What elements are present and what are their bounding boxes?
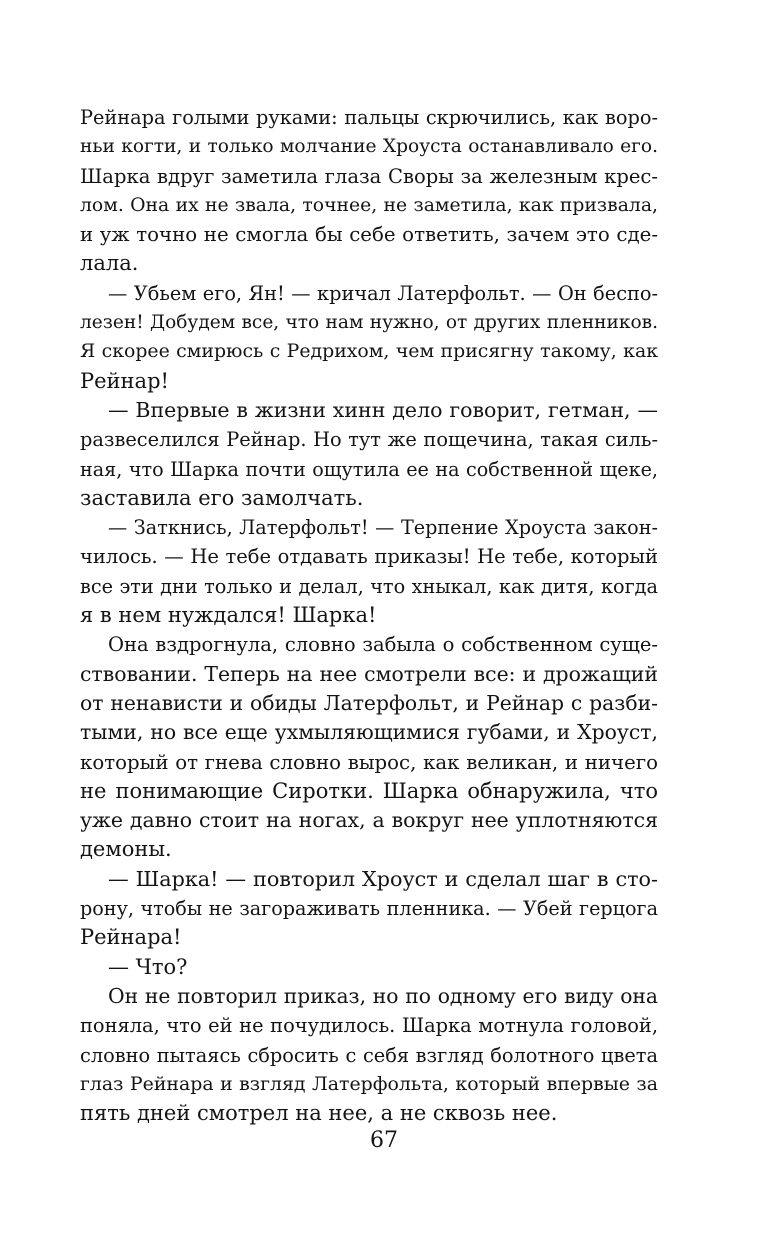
text-line: ная, что Шарка почти ощутила ее на собственной щеке, xyxy=(80,457,658,481)
text-line: заставила его замолчать. xyxy=(80,485,364,510)
text-line: Рейнара! xyxy=(80,925,182,950)
text-line: — Заткнись, Латерфольт! — Терпение Хроуста закон- xyxy=(108,516,658,540)
text-line: лезен! Добудем все, что нам нужно, от других пленников. xyxy=(80,312,658,334)
text-line: ньи когти, и только молчание Хроуста останавливало его. xyxy=(80,136,658,158)
text-line: ствовании. Теперь на нее смотрели все: и дрожащий xyxy=(80,661,658,686)
text-line: лом. Она их не звала, точнее, не заметила, как призвала, xyxy=(80,194,658,216)
text-line: уже давно стоит на ногах, а вокруг нее уплотняются xyxy=(80,808,658,833)
text-line: тыми, но все еще ухмыляющимися губами, и Хроуст, xyxy=(80,720,658,745)
text-line: и уж точно не смогла бы себе ответить, зачем это сде- xyxy=(80,223,658,247)
text-line: Шарка вдруг заметила глаза Своры за железным крес- xyxy=(80,164,658,188)
text-line: Он не повторил приказ, но по одному его виду она xyxy=(108,983,658,1008)
text-line: словно пытаясь сбросить с себя взгляд болотного цвета xyxy=(80,1043,658,1067)
text-line: — Впервые в жизни хинн дело говорит, гетман, — xyxy=(108,397,658,422)
text-line: пять дней смотрел на нее, а не сквозь нее. xyxy=(80,1101,558,1126)
text-line: — Убьем его, Ян! — кричал Латерфольт. — Он беспо- xyxy=(108,281,658,305)
text-line: все эти дни только и делал, что хныкал, как дитя, когда xyxy=(80,574,658,598)
text-line: лала. xyxy=(80,251,139,276)
text-line: Она вздрогнула, словно забыла о собственном суще- xyxy=(108,633,658,657)
text-line: Я скорее смирюсь с Редрихом, чем присягну такому, как xyxy=(80,340,658,363)
page-text xyxy=(80,103,658,1128)
text-line: я в нем нуждался! Шарка! xyxy=(80,603,377,628)
text-line: рону, чтобы не загораживать пленника. — Убей герцога xyxy=(80,897,658,921)
text-line: — Что? xyxy=(108,954,188,979)
text-line: чилось. — Не тебе отдавать приказы! Не тебе, который xyxy=(80,545,658,569)
page-number: 67 xyxy=(370,1128,398,1153)
text-line: который от гнева словно вырос, как великан, и ничего xyxy=(80,750,658,774)
text-line: Рейнара голыми руками: пальцы скрючились, как воро- xyxy=(80,106,658,129)
text-line: поняла, что ей не почудилось. Шарка мотнула головой, xyxy=(80,1014,658,1038)
text-line: развеселился Рейнар. Но тут же пощечина, такая силь- xyxy=(80,428,658,452)
text-line: — Шарка! — повторил Хроуст и сделал шаг в сто- xyxy=(108,866,658,891)
text-line: глаз Рейнара и взгляд Латерфольта, который впервые за xyxy=(80,1072,658,1095)
text-line: не понимающие Сиротки. Шарка обнаружила, что xyxy=(80,778,658,803)
text-line: Рейнар! xyxy=(80,368,169,393)
text-line: от ненависти и обиды Латерфольт, и Рейнар с разби- xyxy=(80,690,658,715)
text-line: демоны. xyxy=(80,837,172,862)
